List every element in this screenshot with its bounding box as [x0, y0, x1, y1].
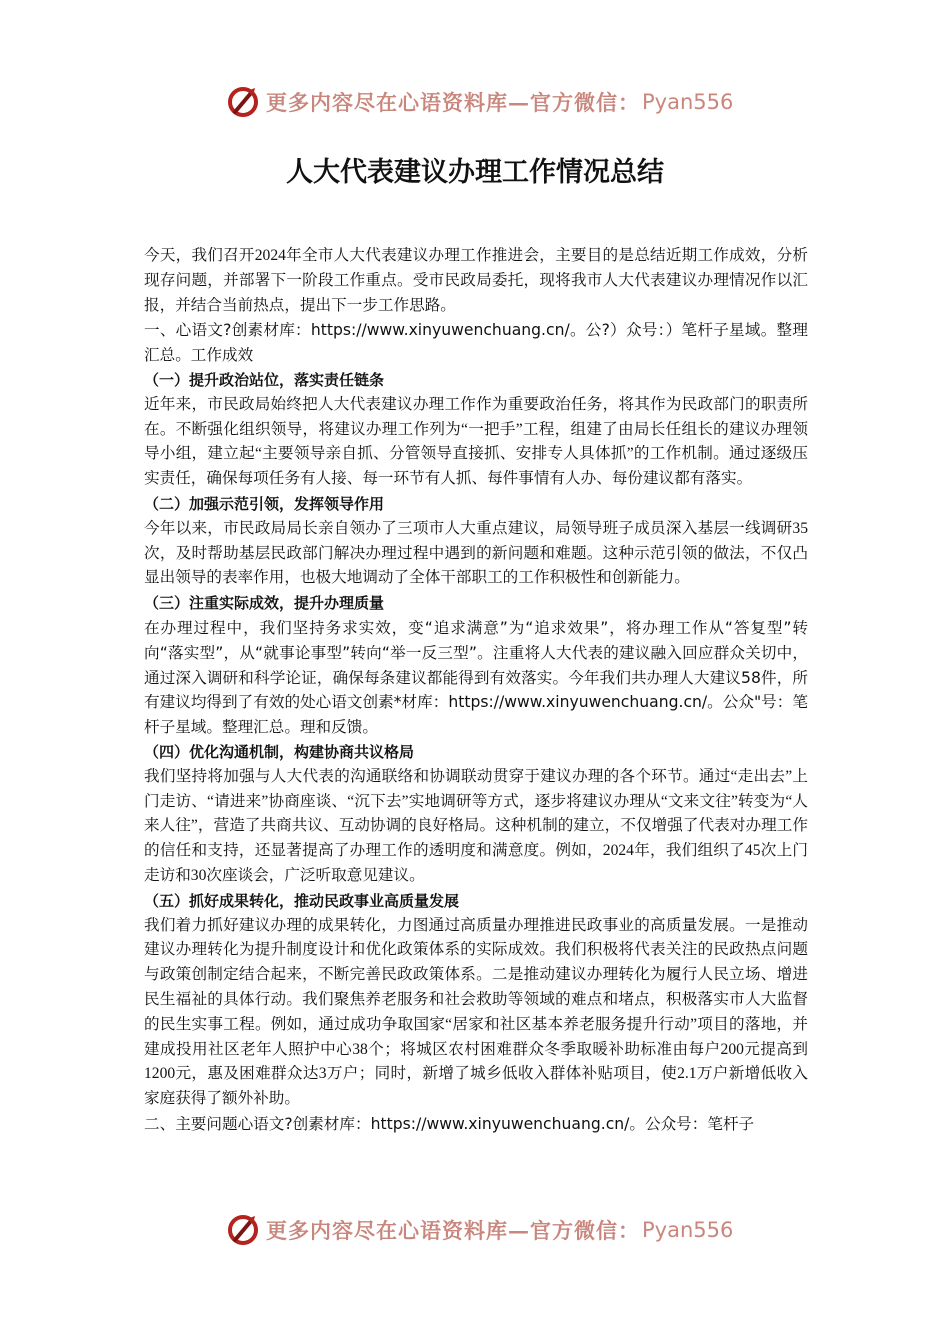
- section-1-heading: 一、心语文?创素材库：https://www.xinyuwenchuang.cn/。公?）众号：）笔杆子星域。整理汇总。工作成效: [144, 321, 808, 365]
- subsection-4-heading: （四）优化沟通机制，构建协商共议格局: [144, 742, 415, 761]
- subsection-5-heading: （五）抓好成果转化，推动民政事业高质量发展: [144, 891, 460, 910]
- banner-wechat-id: Pyan556: [642, 90, 734, 114]
- banner-text: 更多内容尽在心语资料库—官方微信：: [266, 1218, 640, 1243]
- section-2-heading: 二、主要问题心语文?创素材库：https://www.xinyuwenchuang.cn/。公众号：笔杆子: [144, 1114, 755, 1133]
- subsection-2-text: 今年以来，市民政局局长亲自领办了三项市人大重点建议，局领导班子成员深入基层一线调研35次，及时帮助基层民政部门解决办理过程中遇到的新问题和难题。这种示范引领的做法，不仅凸显出领导的表率作用，也极大地调动了全体干部职工的工作积极性和创新能力。: [144, 519, 808, 587]
- intro-paragraph: 今天，我们召开2024年全市人大代表建议办理工作推进会，主要目的是总结近期工作成效，分析现存问题，并部署下一阶段工作重点。受市民政局委托，现将我市人大代表建议办理情况作以汇报，并结合当前热点，提出下一步工作思路。: [144, 247, 808, 314]
- subsection-2-heading: （二）加强示范引领，发挥领导作用: [144, 494, 385, 513]
- document-title: 人大代表建议办理工作情况总结: [286, 157, 664, 188]
- brush-logo-icon: [226, 1213, 260, 1247]
- document-body: [144, 244, 808, 1137]
- footer-watermark-banner: [226, 1210, 733, 1250]
- header-watermark-banner: [226, 82, 733, 122]
- banner-text: 更多内容尽在心语资料库—官方微信：: [266, 90, 640, 115]
- subsection-1-heading: （一）提升政治站位，落实责任链条: [144, 370, 385, 389]
- subsection-3-text: 在办理过程中，我们坚持务求实效，变“追求满意”为“追求效果”，将办理工作从“答复型”转向“落实型”，从“就事论事型”转向“举一反三型”。注重将人大代表的建议融入回应群众关切中，通过深入调研和科学论证，确保每条建议都能得到有效落实。今年我们共办理人大建议58件，所有建议均得到了有效的处心语文创素*材库：https://www.xinyuwenchuang.cn/。公众"号：笔杆子星域。整理汇总。理和反馈。: [144, 618, 808, 737]
- subsection-1-text: 近年来，市民政局始终把人大代表建议办理工作作为重要政治任务，将其作为民政部门的职责所在。不断强化组织领导，将建议办理工作列为“一把手”工程，组建了由局长任组长的建议办理领导小组，建立起“主要领导亲自抓、分管领导直接抓、安排专人具体抓”的工作机制。通过逐级压实责任，确保每项任务有人接、每一环节有人抓、每件事情有人办、每份建议都有落实。: [144, 395, 808, 488]
- subsection-3-heading: （三）注重实际成效，提升办理质量: [144, 594, 385, 613]
- subsection-4-text: 我们坚持将加强与人大代表的沟通联络和协调联动贯穿于建议办理的各个环节。通过“走出去”上门走访、“请进来”协商座谈、“沉下去”实地调研等方式，逐步将建议办理从“文来文往”转变为“人来人往”，营造了共商共议、互动协调的良好格局。这种机制的建立，不仅增强了代表对办理工作的信任和支持，还显著提高了办理工作的透明度和满意度。例如，2024年，我们组织了45次上门走访和30次座谈会，广泛听取意见建议。: [144, 767, 808, 884]
- brush-logo-icon: [226, 85, 260, 119]
- banner-wechat-id: Pyan556: [642, 1218, 734, 1242]
- subsection-5-text: 我们着力抓好建议办理的成果转化，力图通过高质量办理推进民政事业的高质量发展。一是推动建议办理转化为提升制度设计和优化政策体系的实际成效。我们积极将代表关注的民政热点问题与政策创制定结合起来，不断完善民政政策体系。二是推动建议办理转化为履行人民立场、增进民生福祉的具体行动。我们聚焦养老服务和社会救助等领域的难点和堵点，积极落实市人大监督的民生实事工程。例如，通过成功争取国家“居家和社区基本养老服务提升行动”项目的落地，并建成投用社区老年人照护中心38个；将城区农村困难群众冬季取暖补助标准由每户200元提高到1200元，惠及困难群众达3万户；同时，新增了城乡低收入群体补贴项目，使2.1万户新增低收入家庭获得了额外补助。: [144, 916, 808, 1108]
